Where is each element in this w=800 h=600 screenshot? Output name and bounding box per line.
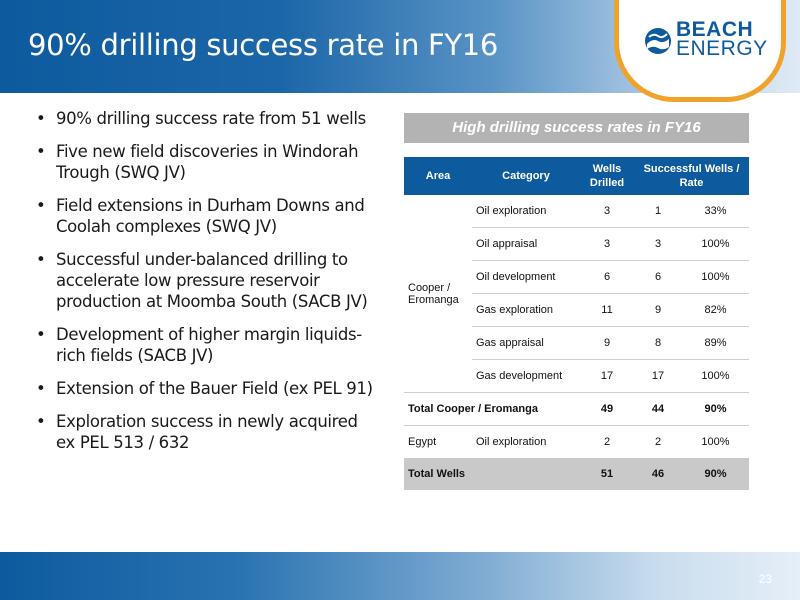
total-label-cell: Total Wells [404, 458, 580, 490]
rate-cell: 33% [682, 195, 749, 228]
logo-line-2: ENERGY [676, 37, 768, 60]
bullet-item: • Field extensions in Durham Downs and Coolah complexes (SWQ JV) [36, 195, 376, 237]
table-title: High drilling success rates in FY16 [404, 113, 749, 143]
category-cell: Oil appraisal [472, 228, 580, 261]
drilled-cell: 9 [580, 327, 634, 360]
drilled-cell: 49 [580, 393, 634, 426]
bullet-item: • 90% drilling success rate from 51 wells [36, 108, 376, 129]
drilled-cell: 17 [580, 360, 634, 393]
rate-cell: 89% [682, 327, 749, 360]
category-cell: Gas development [472, 360, 580, 393]
rate-cell: 90% [682, 458, 749, 490]
drilled-cell: 51 [580, 458, 634, 490]
bullet-item: • Successful under-balanced drilling to accelerate low pressure reservoir production at Moomba South (SACB JV) [36, 249, 376, 312]
rate-cell: 100% [701, 436, 730, 448]
successful-cell: 2 [654, 436, 662, 448]
rate-cell: 82% [682, 294, 749, 327]
table-row-total-wells [404, 458, 749, 490]
drilled-cell: 6 [580, 261, 634, 294]
drilling-success-table [404, 157, 749, 490]
logo-line-1: BEACH [676, 18, 754, 41]
header-category: Category [472, 157, 580, 195]
total-label-cell: Total Cooper / Eromanga [404, 393, 580, 426]
bullet-item: • Exploration success in newly acquired ex PEL 513 / 632 [36, 411, 376, 453]
table-row-egypt [404, 426, 749, 459]
table-row [404, 195, 749, 228]
category-cell: Gas appraisal [472, 327, 580, 360]
page-number: 23 [758, 572, 772, 586]
table-row-total-cooper [404, 393, 749, 426]
successful-cell: 8 [634, 327, 682, 360]
drilled-cell: 3 [580, 195, 634, 228]
successful-cell: 46 [634, 458, 682, 490]
bullet-item: • Development of higher margin liquids-rich fields (SACB JV) [36, 324, 376, 366]
rate-cell: 90% [682, 393, 749, 426]
successful-cell: 17 [634, 360, 682, 393]
drilled-cell: 3 [580, 228, 634, 261]
header-wells-drilled: Wells Drilled [580, 157, 634, 195]
area-cell: Cooper / Eromanga [404, 195, 472, 393]
successful-cell: 1 [634, 195, 682, 228]
bullet-item: • Extension of the Bauer Field (ex PEL 91) [36, 378, 376, 399]
successful-cell: 9 [634, 294, 682, 327]
slide-title: 90% drilling success rate in FY16 [28, 28, 499, 62]
bullet-item: • Five new field discoveries in Windorah Trough (SWQ JV) [36, 141, 376, 183]
category-cell: Oil development [472, 261, 580, 294]
successful-cell: 44 [634, 393, 682, 426]
category-cell: Oil exploration [476, 436, 547, 448]
rate-cell: 100% [682, 360, 749, 393]
beach-energy-logo-icon [644, 27, 672, 55]
successful-cell: 6 [634, 261, 682, 294]
rate-cell: 100% [682, 228, 749, 261]
category-cell: Oil exploration [472, 195, 580, 228]
drilled-cell: 2 [603, 436, 611, 448]
bullet-list [36, 108, 376, 465]
header-area: Area [404, 157, 472, 195]
area-cell: Egypt [408, 436, 437, 448]
successful-cell: 3 [634, 228, 682, 261]
category-cell: Gas exploration [472, 294, 580, 327]
header-successful-wells: Successful Wells / Rate [634, 157, 749, 195]
footer-banner [0, 552, 800, 600]
rate-cell: 100% [682, 261, 749, 294]
table-header-row [404, 157, 749, 195]
drilled-cell: 11 [580, 294, 634, 327]
logo-wordmark [676, 20, 768, 58]
